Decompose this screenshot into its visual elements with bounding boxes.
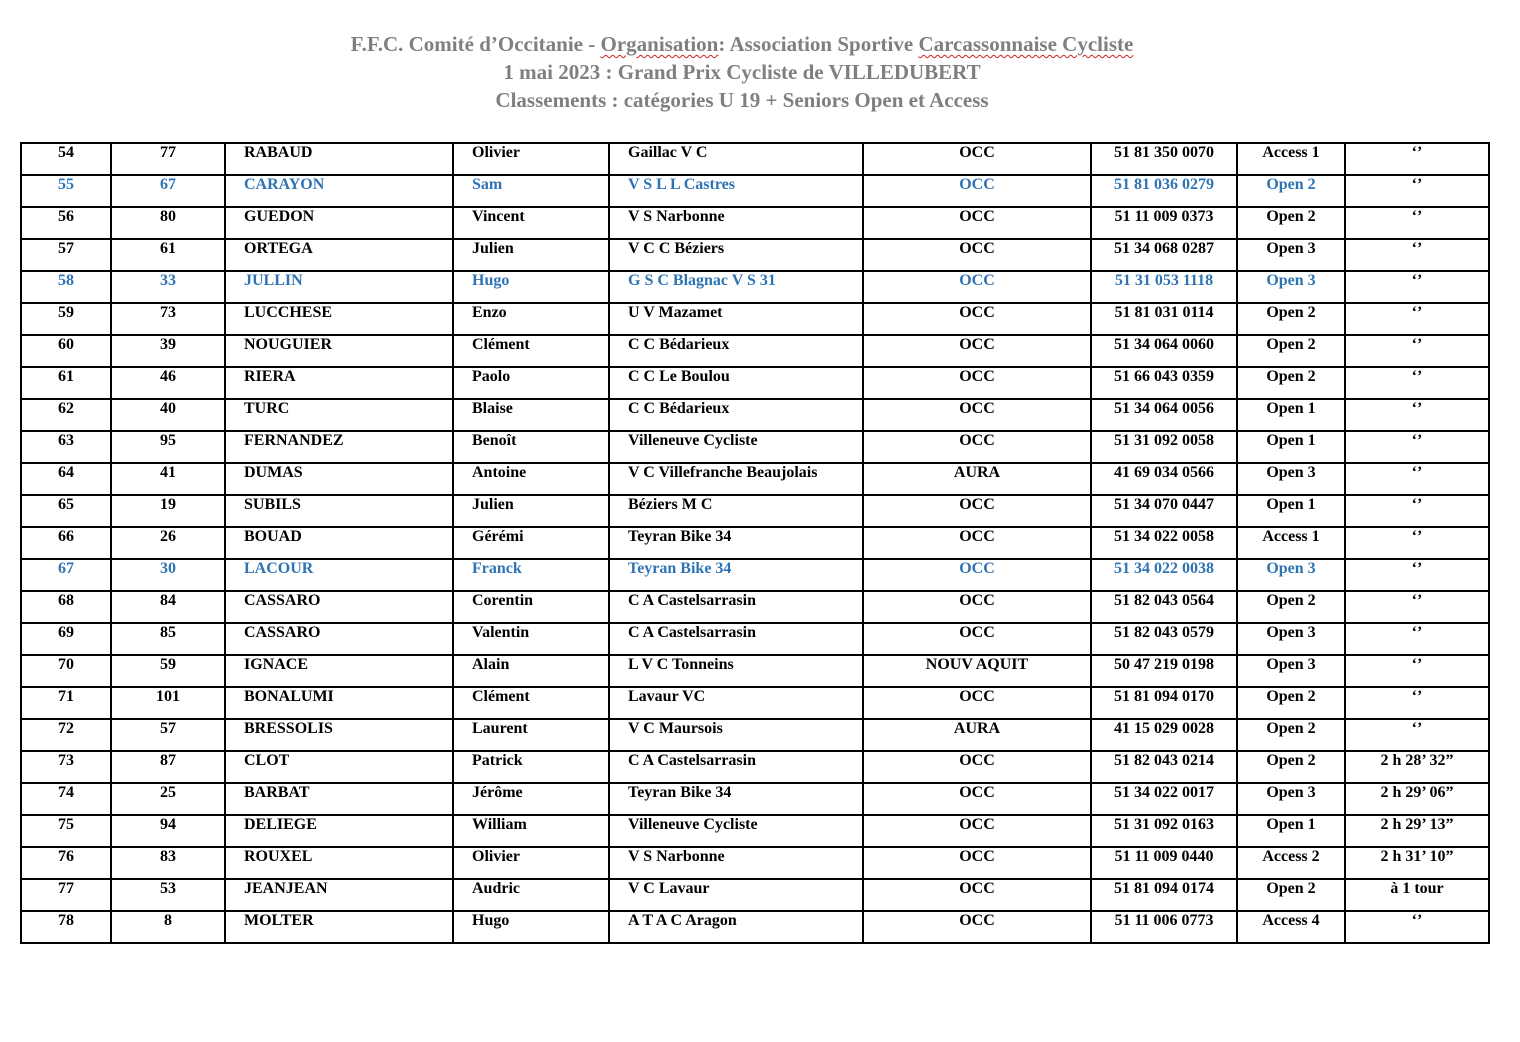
cell-time: ‘’ — [1345, 271, 1489, 303]
cell-category: Open 3 — [1237, 239, 1345, 271]
cell-club: Lavaur VC — [609, 687, 863, 719]
cell-rank: 67 — [21, 559, 111, 591]
table-row — [21, 655, 1489, 687]
cell-category: Open 3 — [1237, 271, 1345, 303]
cell-last-name: DUMAS — [225, 463, 453, 495]
table-row — [21, 463, 1489, 495]
cell-rank: 60 — [21, 335, 111, 367]
cell-rank: 65 — [21, 495, 111, 527]
cell-first-name: Olivier — [453, 143, 609, 175]
cell-rank: 54 — [21, 143, 111, 175]
cell-rank: 55 — [21, 175, 111, 207]
cell-license: 51 81 094 0170 — [1091, 687, 1237, 719]
cell-region: OCC — [863, 687, 1091, 719]
cell-bib: 8 — [111, 911, 225, 943]
cell-last-name: NOUGUIER — [225, 335, 453, 367]
header-line-categories: Classements : catégories U 19 + Seniors Open et Access — [495, 88, 989, 112]
cell-bib: 95 — [111, 431, 225, 463]
cell-region: OCC — [863, 367, 1091, 399]
cell-license: 51 82 043 0564 — [1091, 591, 1237, 623]
cell-time: à 1 tour — [1345, 879, 1489, 911]
cell-bib: 19 — [111, 495, 225, 527]
table-row — [21, 783, 1489, 815]
cell-category: Open 3 — [1237, 463, 1345, 495]
cell-first-name: Blaise — [453, 399, 609, 431]
cell-bib: 53 — [111, 879, 225, 911]
cell-region: OCC — [863, 239, 1091, 271]
table-row — [21, 239, 1489, 271]
header-organisation-label: Organisation — [600, 32, 719, 56]
header-line-organisation — [0, 30, 1484, 58]
cell-category: Open 2 — [1237, 335, 1345, 367]
table-row — [21, 495, 1489, 527]
cell-region: OCC — [863, 751, 1091, 783]
cell-time: ‘’ — [1345, 911, 1489, 943]
cell-region: OCC — [863, 495, 1091, 527]
cell-club: V S Narbonne — [609, 847, 863, 879]
cell-region: OCC — [863, 271, 1091, 303]
cell-bib: 80 — [111, 207, 225, 239]
cell-bib: 83 — [111, 847, 225, 879]
cell-license: 51 34 064 0056 — [1091, 399, 1237, 431]
cell-license: 51 81 036 0279 — [1091, 175, 1237, 207]
cell-first-name: Olivier — [453, 847, 609, 879]
cell-region: OCC — [863, 591, 1091, 623]
cell-license: 51 81 031 0114 — [1091, 303, 1237, 335]
cell-bib: 101 — [111, 687, 225, 719]
cell-bib: 84 — [111, 591, 225, 623]
cell-license: 50 47 219 0198 — [1091, 655, 1237, 687]
cell-category: Access 4 — [1237, 911, 1345, 943]
cell-last-name: LACOUR — [225, 559, 453, 591]
cell-category: Open 1 — [1237, 495, 1345, 527]
table-row — [21, 591, 1489, 623]
cell-region: AURA — [863, 463, 1091, 495]
cell-club: Béziers M C — [609, 495, 863, 527]
cell-license: 41 69 034 0566 — [1091, 463, 1237, 495]
cell-license: 51 81 350 0070 — [1091, 143, 1237, 175]
cell-club: C A Castelsarrasin — [609, 751, 863, 783]
cell-category: Open 1 — [1237, 815, 1345, 847]
cell-category: Open 1 — [1237, 399, 1345, 431]
cell-time: ‘’ — [1345, 623, 1489, 655]
cell-bib: 94 — [111, 815, 225, 847]
cell-time: 2 h 29’ 13” — [1345, 815, 1489, 847]
cell-category: Access 1 — [1237, 143, 1345, 175]
cell-last-name: CARAYON — [225, 175, 453, 207]
cell-last-name: JEANJEAN — [225, 879, 453, 911]
table-row — [21, 143, 1489, 175]
cell-last-name: BONALUMI — [225, 687, 453, 719]
cell-region: OCC — [863, 335, 1091, 367]
cell-last-name: BARBAT — [225, 783, 453, 815]
cell-region: OCC — [863, 879, 1091, 911]
table-row — [21, 911, 1489, 943]
cell-category: Open 2 — [1237, 879, 1345, 911]
cell-time: ‘’ — [1345, 559, 1489, 591]
cell-region: OCC — [863, 527, 1091, 559]
cell-club: V S L L Castres — [609, 175, 863, 207]
cell-rank: 73 — [21, 751, 111, 783]
cell-first-name: Valentin — [453, 623, 609, 655]
table-row — [21, 559, 1489, 591]
cell-bib: 77 — [111, 143, 225, 175]
cell-first-name: Hugo — [453, 271, 609, 303]
document-header — [0, 30, 1484, 114]
cell-last-name: TURC — [225, 399, 453, 431]
cell-bib: 87 — [111, 751, 225, 783]
cell-last-name: RABAUD — [225, 143, 453, 175]
cell-bib: 39 — [111, 335, 225, 367]
cell-license: 51 34 022 0038 — [1091, 559, 1237, 591]
cell-last-name: GUEDON — [225, 207, 453, 239]
cell-time: ‘’ — [1345, 655, 1489, 687]
cell-rank: 77 — [21, 879, 111, 911]
cell-bib: 73 — [111, 303, 225, 335]
cell-region: OCC — [863, 399, 1091, 431]
cell-bib: 30 — [111, 559, 225, 591]
cell-region: OCC — [863, 783, 1091, 815]
cell-time: ‘’ — [1345, 687, 1489, 719]
cell-rank: 66 — [21, 527, 111, 559]
cell-region: OCC — [863, 815, 1091, 847]
cell-category: Access 2 — [1237, 847, 1345, 879]
cell-time: 2 h 31’ 10” — [1345, 847, 1489, 879]
cell-first-name: Gérémi — [453, 527, 609, 559]
cell-time: ‘’ — [1345, 143, 1489, 175]
cell-category: Open 2 — [1237, 207, 1345, 239]
cell-license: 51 34 022 0058 — [1091, 527, 1237, 559]
cell-rank: 78 — [21, 911, 111, 943]
cell-region: OCC — [863, 847, 1091, 879]
cell-club: Teyran Bike 34 — [609, 559, 863, 591]
cell-time: ‘’ — [1345, 399, 1489, 431]
cell-region: AURA — [863, 719, 1091, 751]
cell-time: ‘’ — [1345, 463, 1489, 495]
cell-club: V C Lavaur — [609, 879, 863, 911]
cell-first-name: Vincent — [453, 207, 609, 239]
cell-first-name: Patrick — [453, 751, 609, 783]
table-row — [21, 431, 1489, 463]
cell-rank: 74 — [21, 783, 111, 815]
table-row — [21, 847, 1489, 879]
table-row — [21, 335, 1489, 367]
cell-time: ‘’ — [1345, 527, 1489, 559]
cell-category: Open 2 — [1237, 591, 1345, 623]
cell-license: 51 81 094 0174 — [1091, 879, 1237, 911]
cell-time: ‘’ — [1345, 719, 1489, 751]
cell-first-name: Jérôme — [453, 783, 609, 815]
cell-category: Open 3 — [1237, 783, 1345, 815]
results-table-body — [21, 143, 1489, 943]
table-row — [21, 623, 1489, 655]
header-federation: F.F.C. Comité d’Occitanie - — [350, 32, 601, 56]
cell-time: 2 h 29’ 06” — [1345, 783, 1489, 815]
cell-first-name: Julien — [453, 239, 609, 271]
table-row — [21, 879, 1489, 911]
cell-category: Open 2 — [1237, 303, 1345, 335]
cell-last-name: ORTEGA — [225, 239, 453, 271]
cell-first-name: Julien — [453, 495, 609, 527]
cell-time: ‘’ — [1345, 495, 1489, 527]
results-table — [20, 142, 1490, 944]
cell-rank: 59 — [21, 303, 111, 335]
cell-first-name: Corentin — [453, 591, 609, 623]
cell-rank: 64 — [21, 463, 111, 495]
cell-first-name: Sam — [453, 175, 609, 207]
cell-license: 51 34 068 0287 — [1091, 239, 1237, 271]
cell-last-name: BRESSOLIS — [225, 719, 453, 751]
cell-time: 2 h 28’ 32” — [1345, 751, 1489, 783]
cell-first-name: Audric — [453, 879, 609, 911]
cell-last-name: MOLTER — [225, 911, 453, 943]
cell-club: Villeneuve Cycliste — [609, 815, 863, 847]
cell-time: ‘’ — [1345, 207, 1489, 239]
cell-time: ‘’ — [1345, 367, 1489, 399]
cell-bib: 46 — [111, 367, 225, 399]
cell-region: OCC — [863, 559, 1091, 591]
cell-last-name: CASSARO — [225, 591, 453, 623]
cell-first-name: Antoine — [453, 463, 609, 495]
cell-time: ‘’ — [1345, 591, 1489, 623]
table-row — [21, 271, 1489, 303]
header-line-event: 1 mai 2023 : Grand Prix Cycliste de VILLEDUBERT — [503, 60, 981, 84]
cell-license: 51 82 043 0579 — [1091, 623, 1237, 655]
table-row — [21, 527, 1489, 559]
cell-bib: 40 — [111, 399, 225, 431]
header-club-name: Carcassonnaise Cycliste — [918, 32, 1134, 56]
cell-club: U V Mazamet — [609, 303, 863, 335]
cell-category: Open 3 — [1237, 623, 1345, 655]
cell-last-name: SUBILS — [225, 495, 453, 527]
cell-first-name: William — [453, 815, 609, 847]
cell-bib: 41 — [111, 463, 225, 495]
cell-rank: 76 — [21, 847, 111, 879]
cell-category: Open 3 — [1237, 655, 1345, 687]
cell-category: Open 2 — [1237, 367, 1345, 399]
cell-license: 51 34 064 0060 — [1091, 335, 1237, 367]
cell-license: 51 82 043 0214 — [1091, 751, 1237, 783]
cell-rank: 72 — [21, 719, 111, 751]
cell-bib: 59 — [111, 655, 225, 687]
cell-license: 51 11 009 0440 — [1091, 847, 1237, 879]
results-table-wrapper — [20, 142, 1490, 944]
cell-last-name: ROUXEL — [225, 847, 453, 879]
cell-region: OCC — [863, 207, 1091, 239]
cell-last-name: CLOT — [225, 751, 453, 783]
cell-last-name: JULLIN — [225, 271, 453, 303]
cell-first-name: Benoît — [453, 431, 609, 463]
cell-region: OCC — [863, 175, 1091, 207]
cell-category: Open 2 — [1237, 751, 1345, 783]
cell-license: 41 15 029 0028 — [1091, 719, 1237, 751]
cell-club: Villeneuve Cycliste — [609, 431, 863, 463]
cell-club: L V C Tonneins — [609, 655, 863, 687]
cell-first-name: Franck — [453, 559, 609, 591]
cell-bib: 67 — [111, 175, 225, 207]
cell-rank: 71 — [21, 687, 111, 719]
table-row — [21, 367, 1489, 399]
cell-club: A T A C Aragon — [609, 911, 863, 943]
cell-club: V C C Béziers — [609, 239, 863, 271]
cell-license: 51 34 070 0447 — [1091, 495, 1237, 527]
cell-rank: 56 — [21, 207, 111, 239]
cell-time: ‘’ — [1345, 431, 1489, 463]
cell-time: ‘’ — [1345, 335, 1489, 367]
header-association: : Association Sportive — [718, 32, 919, 56]
cell-rank: 62 — [21, 399, 111, 431]
cell-bib: 57 — [111, 719, 225, 751]
cell-first-name: Paolo — [453, 367, 609, 399]
cell-first-name: Enzo — [453, 303, 609, 335]
cell-club: C A Castelsarrasin — [609, 591, 863, 623]
cell-first-name: Clément — [453, 687, 609, 719]
cell-club: C C Bédarieux — [609, 335, 863, 367]
cell-category: Open 3 — [1237, 559, 1345, 591]
cell-region: OCC — [863, 303, 1091, 335]
cell-rank: 70 — [21, 655, 111, 687]
cell-license: 51 11 009 0373 — [1091, 207, 1237, 239]
cell-region: OCC — [863, 143, 1091, 175]
table-row — [21, 399, 1489, 431]
cell-category: Open 2 — [1237, 687, 1345, 719]
cell-last-name: DELIEGE — [225, 815, 453, 847]
cell-bib: 85 — [111, 623, 225, 655]
cell-category: Open 2 — [1237, 175, 1345, 207]
cell-license: 51 31 092 0058 — [1091, 431, 1237, 463]
cell-first-name: Alain — [453, 655, 609, 687]
table-row — [21, 303, 1489, 335]
cell-rank: 69 — [21, 623, 111, 655]
cell-first-name: Clément — [453, 335, 609, 367]
cell-first-name: Hugo — [453, 911, 609, 943]
cell-club: Teyran Bike 34 — [609, 527, 863, 559]
cell-last-name: BOUAD — [225, 527, 453, 559]
cell-last-name: FERNANDEZ — [225, 431, 453, 463]
cell-rank: 57 — [21, 239, 111, 271]
cell-time: ‘’ — [1345, 303, 1489, 335]
cell-bib: 26 — [111, 527, 225, 559]
cell-category: Open 2 — [1237, 719, 1345, 751]
cell-region: OCC — [863, 623, 1091, 655]
cell-club: G S C Blagnac V S 31 — [609, 271, 863, 303]
cell-region: OCC — [863, 911, 1091, 943]
cell-club: Teyran Bike 34 — [609, 783, 863, 815]
cell-region: NOUV AQUIT — [863, 655, 1091, 687]
cell-bib: 33 — [111, 271, 225, 303]
cell-last-name: RIERA — [225, 367, 453, 399]
cell-rank: 68 — [21, 591, 111, 623]
cell-club: C C Bédarieux — [609, 399, 863, 431]
cell-category: Open 1 — [1237, 431, 1345, 463]
cell-rank: 61 — [21, 367, 111, 399]
cell-club: Gaillac V C — [609, 143, 863, 175]
cell-license: 51 31 053 1118 — [1091, 271, 1237, 303]
cell-club: C C Le Boulou — [609, 367, 863, 399]
table-row — [21, 815, 1489, 847]
cell-rank: 63 — [21, 431, 111, 463]
cell-club: V C Villefranche Beaujolais — [609, 463, 863, 495]
cell-time: ‘’ — [1345, 175, 1489, 207]
cell-bib: 25 — [111, 783, 225, 815]
cell-license: 51 11 006 0773 — [1091, 911, 1237, 943]
table-row — [21, 719, 1489, 751]
cell-time: ‘’ — [1345, 239, 1489, 271]
cell-club: V S Narbonne — [609, 207, 863, 239]
cell-last-name: LUCCHESE — [225, 303, 453, 335]
cell-first-name: Laurent — [453, 719, 609, 751]
cell-rank: 75 — [21, 815, 111, 847]
cell-club: C A Castelsarrasin — [609, 623, 863, 655]
cell-bib: 61 — [111, 239, 225, 271]
cell-license: 51 66 043 0359 — [1091, 367, 1237, 399]
cell-rank: 58 — [21, 271, 111, 303]
table-row — [21, 751, 1489, 783]
table-row — [21, 687, 1489, 719]
cell-last-name: IGNACE — [225, 655, 453, 687]
cell-license: 51 34 022 0017 — [1091, 783, 1237, 815]
table-row — [21, 207, 1489, 239]
cell-last-name: CASSARO — [225, 623, 453, 655]
table-row — [21, 175, 1489, 207]
cell-club: V C Maursois — [609, 719, 863, 751]
cell-category: Access 1 — [1237, 527, 1345, 559]
cell-license: 51 31 092 0163 — [1091, 815, 1237, 847]
cell-region: OCC — [863, 431, 1091, 463]
